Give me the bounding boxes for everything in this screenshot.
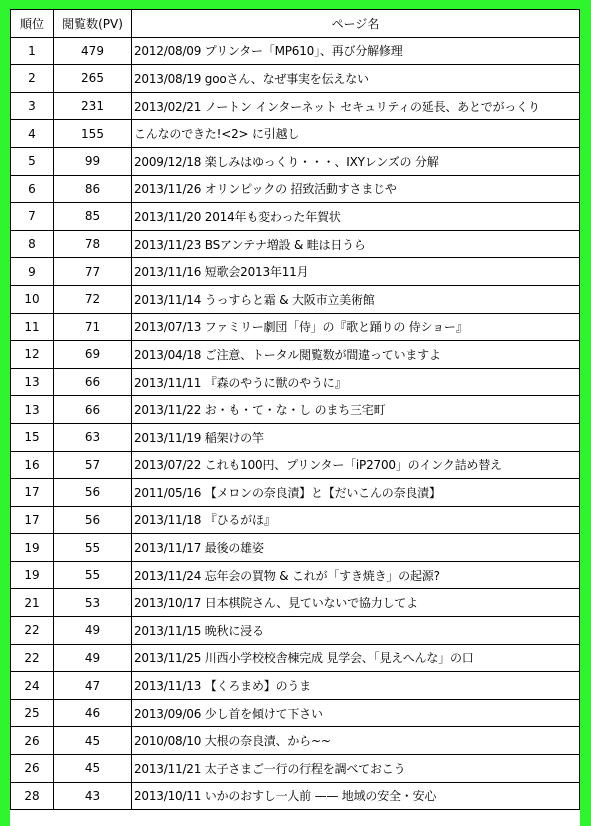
table-row xyxy=(11,147,580,175)
rank-cell: 2 xyxy=(11,65,54,93)
views-header: 閲覧数(PV) xyxy=(54,10,132,38)
views-cell: 86 xyxy=(54,175,132,203)
views-cell: 63 xyxy=(54,423,132,451)
page-title-cell: 2013/09/06 少し首を傾けて下さい xyxy=(132,699,580,727)
rank-cell: 5 xyxy=(11,147,54,175)
rank-cell: 28 xyxy=(11,782,54,810)
page-title-cell: 2013/11/19 稲架けの竿 xyxy=(132,423,580,451)
views-cell: 49 xyxy=(54,644,132,672)
page-title-cell: 2013/04/18 ご注意、トータル閲覧数が間違っていますよ xyxy=(132,341,580,369)
rank-cell: 4 xyxy=(11,120,54,148)
table-row xyxy=(11,782,580,810)
rank-cell: 15 xyxy=(11,423,54,451)
table-row xyxy=(11,313,580,341)
page-title-cell: 2013/02/21 ノートン インターネット セキュリティの延長、あとでがっくり xyxy=(132,92,580,120)
views-cell: 99 xyxy=(54,147,132,175)
table-row xyxy=(11,368,580,396)
page-title-cell: 2012/08/09 プリンター「MP610」、再び分解修理 xyxy=(132,37,580,65)
page-title-cell: 2013/11/22 お・も・て・な・し のまち三宅町 xyxy=(132,396,580,424)
page-title-cell: 2010/08/10 大根の奈良漬、から~~ xyxy=(132,727,580,755)
page-title-cell: 2013/11/18 『ひるがほ』 xyxy=(132,506,580,534)
rank-cell: 1 xyxy=(11,37,54,65)
rank-cell: 10 xyxy=(11,285,54,313)
views-cell: 56 xyxy=(54,506,132,534)
rank-cell: 8 xyxy=(11,230,54,258)
ranking-rows xyxy=(11,37,580,810)
table-row xyxy=(11,617,580,645)
rank-cell: 7 xyxy=(11,203,54,231)
table-row xyxy=(11,561,580,589)
rank-cell: 9 xyxy=(11,258,54,286)
rank-cell: 26 xyxy=(11,755,54,783)
page-title-cell: 2013/11/13 【くろまめ】のうま xyxy=(132,672,580,700)
rank-cell: 3 xyxy=(11,92,54,120)
page-title-cell: 2013/11/16 短歌会2013年11月 xyxy=(132,258,580,286)
views-cell: 43 xyxy=(54,782,132,810)
views-cell: 479 xyxy=(54,37,132,65)
table-row xyxy=(11,534,580,562)
rank-cell: 22 xyxy=(11,617,54,645)
spreadsheet-area xyxy=(10,9,580,826)
table-row xyxy=(11,341,580,369)
table-row xyxy=(11,423,580,451)
rank-cell: 13 xyxy=(11,396,54,424)
views-cell: 66 xyxy=(54,396,132,424)
page-title-cell: 2013/07/13 ファミリー劇団「侍」の『歌と踊りの 侍ショー』 xyxy=(132,313,580,341)
rank-cell: 26 xyxy=(11,727,54,755)
table-row xyxy=(11,755,580,783)
rank-cell: 19 xyxy=(11,534,54,562)
rank-cell: 6 xyxy=(11,175,54,203)
rank-cell: 21 xyxy=(11,589,54,617)
views-cell: 265 xyxy=(54,65,132,93)
table-row xyxy=(11,203,580,231)
page-title-cell: 2013/11/24 忘年会の買物 & これが「すき焼き」の起源? xyxy=(132,561,580,589)
page-title-cell: こんなのできた!<2> に引越し xyxy=(132,120,580,148)
page-title-header: ページ名 xyxy=(132,10,580,38)
views-cell: 46 xyxy=(54,699,132,727)
page-title-cell: 2013/11/25 川西小学校校舎棟完成 見学会、「見えへんな」の口 xyxy=(132,644,580,672)
header-row xyxy=(11,10,580,38)
views-cell: 55 xyxy=(54,534,132,562)
views-cell: 55 xyxy=(54,561,132,589)
page-title-cell: 2013/11/11 『森のやうに獣のやうに』 xyxy=(132,368,580,396)
rank-header: 順位 xyxy=(11,10,54,38)
views-cell: 155 xyxy=(54,120,132,148)
table-row xyxy=(11,396,580,424)
views-cell: 49 xyxy=(54,617,132,645)
table-row xyxy=(11,589,580,617)
page-title-cell: 2013/11/17 最後の雄姿 xyxy=(132,534,580,562)
rank-cell: 11 xyxy=(11,313,54,341)
page-title-cell: 2013/11/15 晩秋に浸る xyxy=(132,617,580,645)
table-row xyxy=(11,451,580,479)
views-cell: 57 xyxy=(54,451,132,479)
views-cell: 69 xyxy=(54,341,132,369)
pageview-ranking-table xyxy=(10,9,580,810)
table-row xyxy=(11,672,580,700)
page-title-cell: 2011/05/16 【メロンの奈良漬】と【だいこんの奈良漬】 xyxy=(132,479,580,507)
rank-cell: 16 xyxy=(11,451,54,479)
table-row xyxy=(11,644,580,672)
page-title-cell: 2013/11/26 オリンピックの 招致活動すさまじや xyxy=(132,175,580,203)
views-cell: 56 xyxy=(54,479,132,507)
views-cell: 72 xyxy=(54,285,132,313)
rank-cell: 13 xyxy=(11,368,54,396)
views-cell: 66 xyxy=(54,368,132,396)
table-row xyxy=(11,727,580,755)
table-row xyxy=(11,120,580,148)
views-cell: 47 xyxy=(54,672,132,700)
rank-cell: 17 xyxy=(11,479,54,507)
page-title-cell: 2013/10/17 日本棋院さん、見ていないで協力してよ xyxy=(132,589,580,617)
table-row xyxy=(11,92,580,120)
rank-cell: 24 xyxy=(11,672,54,700)
rank-cell: 25 xyxy=(11,699,54,727)
page-title-cell: 2013/10/11 いかのおすし一人前 —— 地域の安全・安心 xyxy=(132,782,580,810)
views-cell: 78 xyxy=(54,230,132,258)
views-cell: 231 xyxy=(54,92,132,120)
table-row xyxy=(11,65,580,93)
table-row xyxy=(11,506,580,534)
views-cell: 77 xyxy=(54,258,132,286)
views-cell: 71 xyxy=(54,313,132,341)
table-row xyxy=(11,285,580,313)
table-row xyxy=(11,175,580,203)
views-cell: 45 xyxy=(54,755,132,783)
table-row xyxy=(11,699,580,727)
page-title-cell: 2013/11/20 2014年も変わった年賀状 xyxy=(132,203,580,231)
page-title-cell: 2013/11/21 太子さまご一行の行程を調べておこう xyxy=(132,755,580,783)
page-title-cell: 2013/11/14 うっすらと霜 & 大阪市立美術館 xyxy=(132,285,580,313)
rank-cell: 19 xyxy=(11,561,54,589)
views-cell: 85 xyxy=(54,203,132,231)
page-title-cell: 2013/08/19 gooさん、なぜ事実を伝えない xyxy=(132,65,580,93)
rank-cell: 17 xyxy=(11,506,54,534)
page-title-cell: 2013/11/23 BSアンテナ増設 & 畦は日うら xyxy=(132,230,580,258)
views-cell: 45 xyxy=(54,727,132,755)
rank-cell: 12 xyxy=(11,341,54,369)
rank-cell: 22 xyxy=(11,644,54,672)
page-title-cell: 2009/12/18 楽しみはゆっくり・・・、IXYレンズの 分解 xyxy=(132,147,580,175)
table-row xyxy=(11,479,580,507)
table-row xyxy=(11,37,580,65)
table-row xyxy=(11,258,580,286)
table-row xyxy=(11,230,580,258)
page-title-cell: 2013/07/22 これも100円、プリンター「iP2700」のインク詰め替え xyxy=(132,451,580,479)
views-cell: 53 xyxy=(54,589,132,617)
